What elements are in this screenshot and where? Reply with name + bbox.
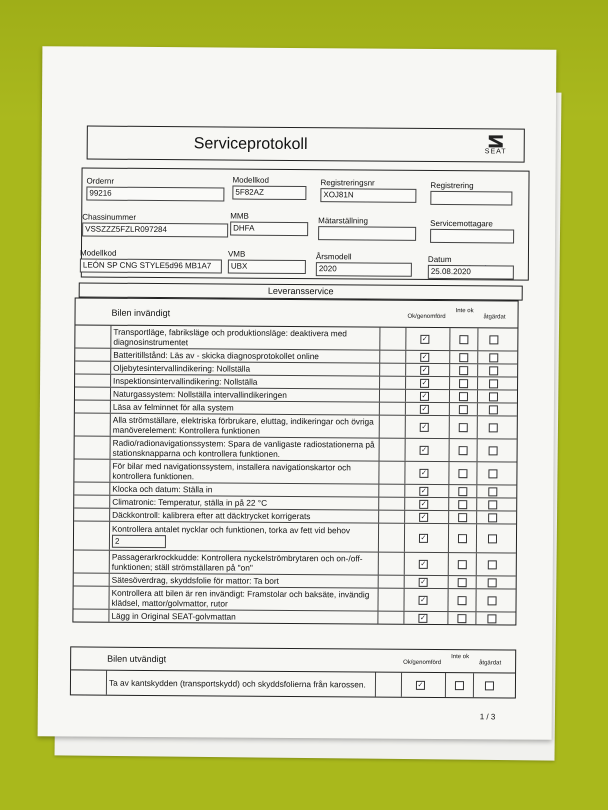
column-divider	[405, 328, 406, 350]
vmb-field: VMB UBX	[228, 250, 306, 275]
checklist-item-text	[110, 414, 380, 438]
column-divider	[477, 416, 478, 438]
checklist-item-label: Naturgassystem: Nollställa intervallindikeringen	[112, 388, 287, 400]
col-inte-ok-2: Inte ok	[451, 654, 470, 661]
column-divider	[476, 462, 477, 484]
ok-checkbox[interactable]: ✓	[420, 487, 427, 495]
ok-checkbox[interactable]: ✓	[420, 534, 427, 542]
checklist-item-label: Transportläge, fabriksläge och produktionsläge: deaktivera med diagnosinstrumentet	[113, 326, 347, 348]
atgardat-checkbox[interactable]	[489, 335, 498, 344]
column-divider	[476, 576, 477, 588]
column-divider	[476, 498, 477, 510]
column-divider	[445, 673, 446, 697]
atgardat-checkbox[interactable]	[488, 596, 497, 605]
ok-checkbox[interactable]: ✓	[421, 423, 428, 431]
inside-title: Bilen invändigt	[111, 307, 171, 319]
ok-checkbox[interactable]: ✓	[417, 681, 424, 689]
atgardat-checkbox[interactable]	[489, 366, 498, 375]
checklist-item-text	[109, 483, 379, 497]
outside-title: Bilen utvändigt	[107, 653, 167, 665]
checklist-item-label: För bilar med navigationssystem, installera navigationskartor och kontrollera funktionen.	[112, 460, 351, 482]
column-divider	[476, 524, 477, 552]
inte-ok-checkbox[interactable]	[458, 560, 467, 569]
checklist-item-label: Alla strömställare, elektriska förbrukare, eluttag, indikeringar och övriga manöverelement: Kontrollera funktionen	[112, 414, 374, 436]
inte-ok-checkbox[interactable]	[459, 335, 468, 344]
column-divider	[405, 351, 406, 363]
modellkod-field: Modellkod 5F82AZ	[232, 176, 306, 201]
checklist-item-label: Läsa av felminnet för alla system	[112, 401, 234, 413]
atgardat-checkbox[interactable]	[489, 392, 498, 401]
checklist-item-label: Inspektionsintervallindikering: Nollställa	[113, 375, 258, 387]
modellkod2-field: Modellkod LEÓN SP CNG STYLE5d96 MB1A7	[80, 248, 222, 273]
inte-ok-checkbox[interactable]	[459, 379, 468, 388]
chassinummer-field: Chassinummer VSSZZZ5FZLR097284	[82, 212, 228, 237]
column-divider	[447, 589, 448, 611]
checklist-row	[74, 550, 516, 576]
column-divider	[477, 390, 478, 402]
checklist-item-label: Kontrollera antalet nycklar och funktionen, torka av fett vid behov	[112, 523, 351, 536]
atgardat-checkbox[interactable]	[489, 423, 498, 432]
col-inte-ok: Inte ok	[455, 308, 474, 315]
atgardat-checkbox[interactable]	[488, 513, 497, 522]
ok-checkbox[interactable]: ✓	[421, 366, 428, 374]
vehicle-info	[81, 167, 530, 280]
ok-checkbox[interactable]: ✓	[420, 560, 427, 568]
column-divider	[403, 589, 404, 611]
outside-rows	[71, 670, 515, 697]
column-divider	[477, 377, 478, 389]
atgardat-checkbox[interactable]	[488, 534, 497, 543]
checklist-item-text	[110, 401, 380, 415]
inte-ok-checkbox[interactable]	[458, 487, 467, 496]
servicemottagare-field: Servicemottagare	[430, 219, 514, 244]
inte-ok-checkbox[interactable]	[458, 534, 467, 543]
atgardat-checkbox[interactable]	[489, 446, 498, 455]
column-divider	[448, 576, 449, 588]
ok-checkbox[interactable]: ✓	[420, 578, 427, 586]
chassinummer-value: VSSZZZ5FZLR097284	[82, 222, 228, 237]
registrering-field: Registrering	[430, 181, 512, 206]
inte-ok-checkbox[interactable]	[459, 405, 468, 414]
column-divider	[475, 589, 476, 611]
column-divider	[404, 511, 405, 523]
checklist-item-text	[109, 460, 379, 484]
column-divider	[477, 351, 478, 363]
registreringsnr-value: XOJ81N	[320, 188, 416, 203]
column-divider	[448, 498, 449, 510]
arsmodell-value: 2020	[316, 262, 412, 277]
checklist-item-label: Kontrollera att bilen är ren invändigt: Framstolar och baksäte, invändig klädsel, mattor/golvmattor, rutor	[111, 587, 370, 609]
matarstallning-field: Mätarställning	[318, 216, 416, 241]
atgardat-checkbox[interactable]	[488, 469, 497, 478]
column-divider	[405, 390, 406, 402]
checklist-item-text	[110, 375, 380, 389]
column-divider	[476, 511, 477, 523]
column-divider	[449, 439, 450, 461]
column-divider	[448, 511, 449, 523]
atgardat-checkbox[interactable]	[485, 681, 494, 690]
modellkod2-value: LEÓN SP CNG STYLE5d96 MB1A7	[80, 258, 222, 273]
datum-field: Datum 25.08.2020	[428, 255, 514, 280]
checklist-item-text	[110, 326, 380, 350]
column-divider	[477, 364, 478, 376]
inte-ok-checkbox[interactable]	[458, 500, 467, 509]
column-divider	[475, 612, 476, 624]
page-title: Serviceprotokoll	[193, 135, 308, 154]
inte-ok-checkbox[interactable]	[458, 596, 467, 605]
atgardat-checkbox[interactable]	[489, 379, 498, 388]
checklist-item-label: Lägg in Original SEAT-golvmattan	[111, 610, 236, 622]
atgardat-checkbox[interactable]	[489, 405, 498, 414]
column-divider	[447, 612, 448, 624]
col-atgardat: åtgärdat	[483, 314, 506, 321]
checklist-item-label: Oljebytesintervallindikering: Nollställa	[113, 362, 251, 374]
checklist-item-label: Radio/radionavigationssystem: Spara de vanligaste radiostationerna på stationsknapparna och kontrollera funktionen.	[112, 437, 375, 459]
ok-checkbox[interactable]: ✓	[421, 392, 428, 400]
atgardat-checkbox[interactable]	[488, 487, 497, 496]
column-divider	[405, 416, 406, 438]
checklist-item-text	[110, 388, 380, 402]
column-divider	[405, 403, 406, 415]
inside-rows	[73, 325, 517, 624]
checklist-item-text	[109, 574, 379, 588]
column-divider	[448, 485, 449, 497]
checklist-row	[75, 436, 517, 462]
arsmodell-field: Årsmodell 2020	[316, 252, 412, 277]
matarstallning-value	[318, 226, 416, 241]
column-divider	[449, 377, 450, 389]
column-divider	[449, 351, 450, 363]
ordernr-value: 99216	[86, 187, 224, 202]
ok-checkbox[interactable]: ✓	[419, 614, 426, 622]
ok-checkbox[interactable]: ✓	[420, 469, 427, 477]
col-atgardat-2: åtgärdat	[479, 660, 502, 667]
servicemottagare-value	[430, 229, 514, 244]
checklist-item-text	[109, 551, 379, 575]
checklist-item-label: Climatronic: Temperatur, ställa in på 22 °C	[112, 496, 268, 508]
checklist-item-label: Däckkontroll: kalibrera efter att däcktrycket korrigerats	[112, 509, 311, 522]
column-divider	[448, 524, 449, 552]
ordernr-field: Ordernr 99216	[86, 177, 224, 202]
checklist-item-text	[106, 671, 376, 697]
column-divider	[449, 364, 450, 376]
column-divider	[477, 403, 478, 415]
column-divider	[476, 485, 477, 497]
inte-ok-checkbox[interactable]	[458, 578, 467, 587]
checklist-item-text	[109, 496, 379, 510]
title-box	[87, 126, 525, 163]
column-divider	[404, 576, 405, 588]
inte-ok-checkbox[interactable]	[459, 353, 468, 362]
column-divider	[404, 485, 405, 497]
ok-checkbox[interactable]: ✓	[420, 513, 427, 521]
column-divider	[448, 553, 449, 575]
ok-checkbox[interactable]: ✓	[420, 596, 427, 604]
column-divider	[448, 462, 449, 484]
mmb-value: DHFA	[230, 222, 308, 237]
atgardat-checkbox[interactable]	[488, 560, 497, 569]
checklist-row	[73, 586, 515, 612]
seat-logo-text: SEAT	[484, 148, 507, 156]
inte-ok-checkbox[interactable]	[459, 392, 468, 401]
column-divider	[403, 612, 404, 624]
column-divider	[405, 364, 406, 376]
mmb-field: MMB DHFA	[230, 212, 308, 237]
column-divider	[476, 553, 477, 575]
checklist-row	[75, 413, 517, 439]
inside-header	[75, 298, 517, 328]
vmb-value: UBX	[228, 260, 306, 275]
checklist-item-text	[109, 522, 379, 552]
column-divider	[405, 377, 406, 389]
column-divider	[477, 439, 478, 461]
column-divider	[404, 462, 405, 484]
checklist-item-label: Passagerarkrockkudde: Kontrollera nyckelströmbrytaren och on-/off-funktionen; ställ strömställaren på "on"	[111, 551, 363, 573]
column-divider	[449, 390, 450, 402]
checklist-item-text	[110, 362, 380, 376]
column-divider	[449, 403, 450, 415]
inte-ok-checkbox[interactable]	[457, 614, 466, 623]
checklist-item-text	[108, 587, 378, 611]
column-divider	[473, 673, 474, 697]
document-page	[38, 46, 557, 740]
checklist-item-label: Ta av kantskydden (transportskydd) och skyddsfolierna från karossen.	[108, 677, 366, 690]
col-ok-2: Ok/genomförd	[403, 659, 442, 667]
registrering-value	[430, 191, 512, 206]
ok-checkbox[interactable]: ✓	[421, 335, 428, 343]
inte-ok-checkbox[interactable]	[459, 446, 468, 455]
checklist-item-text	[110, 437, 380, 461]
atgardat-checkbox[interactable]	[488, 500, 497, 509]
page-number: 1 / 3	[479, 712, 496, 722]
column-divider	[404, 498, 405, 510]
atgardat-checkbox[interactable]	[487, 614, 496, 623]
checklist-item-text	[110, 349, 380, 363]
checklist-item-label: Klocka och datum: Ställa in	[112, 483, 213, 495]
atgardat-checkbox[interactable]	[488, 578, 497, 587]
column-divider	[405, 439, 406, 461]
column-divider	[404, 553, 405, 575]
ok-checkbox[interactable]: ✓	[421, 353, 428, 361]
column-divider	[449, 328, 450, 350]
datum-value: 25.08.2020	[428, 265, 514, 280]
ok-checkbox[interactable]: ✓	[421, 405, 428, 413]
column-divider	[449, 416, 450, 438]
checklist-item-text	[109, 509, 379, 523]
column-divider	[477, 328, 478, 350]
outside-header	[71, 647, 515, 673]
inte-ok-checkbox[interactable]	[459, 423, 468, 432]
ok-checkbox[interactable]: ✓	[421, 379, 428, 387]
column-divider	[404, 524, 405, 552]
inte-ok-checkbox[interactable]	[458, 513, 467, 522]
section-title: Leveransservice	[79, 282, 523, 300]
ok-checkbox[interactable]: ✓	[421, 446, 428, 454]
inte-ok-checkbox[interactable]	[458, 469, 467, 478]
checklist-row	[74, 521, 516, 553]
checklist-item-label: Batteritillstånd: Läs av - skicka diagnosprotokollet online	[113, 349, 319, 362]
key-count-field: 2	[112, 535, 166, 548]
seat-logo	[476, 134, 516, 155]
checklist-item-text	[108, 610, 378, 624]
outside-checklist	[70, 646, 516, 698]
checklist-row	[71, 670, 515, 697]
inte-ok-checkbox[interactable]	[459, 366, 468, 375]
modellkod-value: 5F82AZ	[232, 186, 306, 201]
checklist-row	[73, 609, 515, 624]
col-ok: Ok/genomförd	[407, 313, 446, 321]
atgardat-checkbox[interactable]	[489, 353, 498, 362]
ok-checkbox[interactable]: ✓	[420, 500, 427, 508]
seat-logo-icon	[488, 134, 504, 148]
checklist-item-label: Sätesöverdrag, skyddsfolie för mattor: Ta bort	[111, 574, 279, 586]
column-divider	[401, 673, 402, 697]
registreringsnr-field: Registreringsnr XOJ81N	[320, 178, 416, 203]
checklist-row	[74, 459, 516, 485]
checklist-row	[75, 325, 517, 351]
inte-ok-checkbox[interactable]	[455, 681, 464, 690]
inside-checklist	[72, 297, 518, 625]
